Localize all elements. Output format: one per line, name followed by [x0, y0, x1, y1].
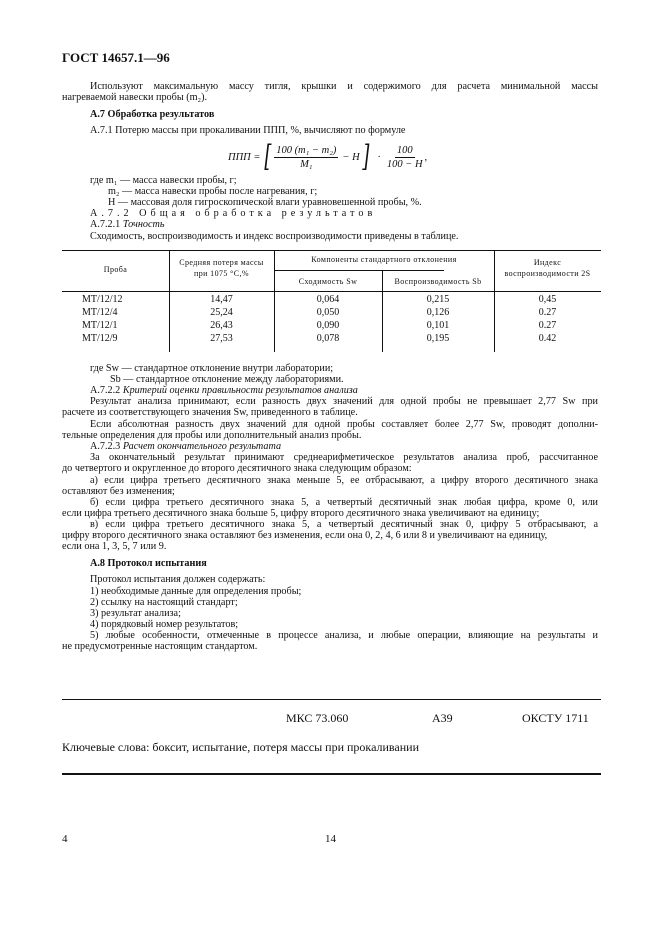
- formula-dot: ·: [377, 151, 381, 163]
- section-a723: [90, 441, 281, 453]
- section-a8-intro: Протокол испытания должен содержать:: [90, 574, 266, 585]
- p1-line-1: Результат анализа принимают, если разность двух значений для одной пробы не превышает 2,77 Sw при: [90, 396, 598, 407]
- intro-line-1: Используют максимальную массу тигля, крышки и содержимого для расчета минимальной массы: [90, 81, 598, 92]
- section-a721-text: Сходимость, воспроизводимость и индекс воспроизводимости приведены в таблице.: [90, 231, 459, 242]
- cell-loss: 14,47: [210, 294, 233, 305]
- cell-sw: 0,050: [316, 307, 340, 318]
- cell-sample: МТ/12/12: [82, 294, 123, 305]
- cell-index: 0,45: [538, 294, 557, 305]
- list-item: 1) необходимые данные для определения пробы;: [90, 586, 302, 597]
- rule-c-line-3: если она 1, 3, 5, 7 или 9.: [62, 541, 167, 552]
- list-item: 3) результат анализа;: [90, 608, 181, 619]
- formula-lhs: ППП =: [228, 151, 261, 163]
- cell-sb: 0,101: [426, 320, 450, 331]
- where-m1: где m₁ — масса навески пробы, г;: [90, 175, 237, 186]
- footer-top-rule: [62, 699, 601, 700]
- cell-sb: 0,215: [426, 294, 450, 305]
- formula-den-2: 100 − H: [386, 158, 423, 170]
- cell-sb: 0,126: [426, 307, 450, 318]
- cell-loss: 27,53: [210, 333, 233, 344]
- section-a723-title: Расчет окончательного результата: [122, 441, 282, 452]
- table-row: [62, 320, 601, 333]
- cell-sw: 0,078: [316, 333, 340, 344]
- section-a722-title: Критерий оценки правильности результатов анализа: [122, 385, 358, 396]
- footer-bottom-rule: [62, 773, 601, 775]
- section-a8-title: А.8 Протокол испытания: [90, 558, 207, 569]
- page-number-left: 4: [62, 833, 68, 845]
- results-table: [62, 250, 601, 352]
- section-a72-title: А.7.2 Общая обработка результатов: [90, 208, 377, 219]
- cell-index: 0.27: [538, 320, 557, 331]
- formula-fraction-1: [274, 145, 338, 170]
- section-a7-title: А.7 Обработка результатов: [90, 109, 215, 120]
- cell-sample: МТ/12/1: [82, 320, 118, 331]
- cell-loss: 25,24: [210, 307, 233, 318]
- th-index-1: Индекс: [533, 258, 562, 267]
- table-row: [62, 307, 601, 320]
- p1-line-2: расчете из соответствующего значения Sw, приведенного в таблице.: [62, 407, 358, 418]
- formula-comma: ,: [424, 151, 428, 163]
- section-a721-title: Точность: [122, 219, 165, 230]
- section-a721: [90, 219, 164, 231]
- rule-a-line-1: а) если цифра третьего десятичного знака меньше 5, ее отбрасывают, а цифру второго десятичного знака: [90, 475, 598, 486]
- p3-line-2: до четвертого и округленное до второго десятичного знака следующим образом:: [62, 463, 412, 474]
- keywords: Ключевые слова: боксит, испытание, потеря массы при прокаливании: [62, 740, 420, 754]
- list-item-5-continued: не предусмотренные настоящим стандартом.: [62, 641, 258, 652]
- rule-a-line-2: оставляют без изменения;: [62, 486, 175, 497]
- list-item: 5) любые особенности, отмеченные в процессе анализа, и любые операции, влияющие на результаты и: [90, 630, 598, 641]
- document-header: ГОСТ 14657.1—96: [62, 50, 170, 65]
- cell-sw: 0,064: [316, 294, 340, 305]
- section-a722-number: А.7.2.2: [90, 385, 121, 396]
- list-item: 2) ссылку на настоящий стандарт;: [90, 597, 238, 608]
- a39-code: А39: [432, 711, 453, 725]
- formula-ppp: [228, 140, 427, 174]
- intro-line-2: нагреваемой навески пробы (m₂).: [62, 92, 208, 103]
- section-a722: [90, 385, 358, 397]
- cell-sw: 0,090: [316, 320, 340, 331]
- cell-sample: МТ/12/4: [82, 307, 118, 318]
- formula-den-1: M₁: [300, 158, 313, 170]
- rule-b-line-2: если цифра третьего десятичного знака больше 5, цифру второго десятичного знака увеличивают на единицу;: [62, 508, 540, 519]
- cell-index: 0.27: [538, 307, 557, 318]
- table-row: [62, 294, 601, 307]
- th-avg-loss-2: при 1075 °С,%: [194, 269, 249, 278]
- th-index-2: воспроизводимости 2S: [504, 269, 591, 278]
- p2-line-1: Если абсолютная разность двух значений для одной пробы составляет более 2,77 Sw, проводят дополни-: [90, 419, 598, 430]
- formula-num-2: 100: [396, 144, 413, 156]
- where-sw: где Sw — стандартное отклонение внутри лаборатории;: [90, 363, 334, 374]
- cell-loss: 26,43: [210, 320, 233, 331]
- th-sample: Проба: [103, 265, 128, 274]
- section-a71-text: А.7.1 Потерю массы при прокаливании ППП, %, вычисляют по формуле: [90, 125, 406, 136]
- cell-sample: МТ/12/9: [82, 333, 118, 344]
- list-item: 4) порядковый номер результатов;: [90, 619, 239, 630]
- mks-code: МКС 73.060: [286, 711, 349, 725]
- p3-line-1: За окончательный результат принимают среднеарифметическое результатов анализа проб, рассчитанное: [90, 452, 598, 463]
- where-sb: Sb — стандартное отклонение между лабораториями.: [110, 374, 344, 385]
- okstu-code: ОКСТУ 1711: [522, 711, 589, 725]
- formula-bracket-left: [: [264, 139, 272, 174]
- where-h: H — массовая доля гигроскопической влаги уравновешенной пробы, %.: [108, 197, 422, 208]
- rule-c-line-2: цифру второго десятичного знака оставляют без изменения, если она 0, 2, 4, 6 или 8 и увеличивают на единицу,: [62, 530, 548, 541]
- formula-bracket-right: ]: [362, 139, 370, 174]
- th-sw: Сходимость Sw: [298, 277, 358, 286]
- th-components: Компоненты стандартного отклонения: [311, 255, 457, 264]
- th-avg-loss-1: Средняя потеря массы: [179, 258, 264, 267]
- section-a721-number: А.7.2.1: [90, 219, 121, 230]
- section-a723-number: А.7.2.3: [90, 441, 121, 452]
- formula-minus-h: − H: [342, 151, 360, 163]
- page-number-center: 14: [325, 833, 336, 845]
- table-body: [62, 294, 601, 346]
- cell-index: 0.42: [538, 333, 557, 344]
- p2-line-2: тельные определения для пробы или дополнительный анализ пробы.: [62, 430, 362, 441]
- formula-fraction-2: [387, 145, 423, 170]
- table-row: [62, 333, 601, 346]
- cell-sb: 0,195: [426, 333, 450, 344]
- rule-b-line-1: б) если цифра третьего десятичного знака 5, а четвертый десятичный знак любая цифра, кроме 0, или: [90, 497, 598, 508]
- where-m2: m₂ — масса навески пробы после нагревания, г;: [108, 186, 318, 197]
- th-sb: Воспроизводимость Sb: [394, 277, 482, 286]
- formula-num-1: 100 (m₁ − m₂): [276, 144, 337, 156]
- rule-c-line-1: в) если цифра третьего десятичного знака 5, а четвертый десятичный знак 0, цифру 5 отбрасывают, а: [90, 519, 598, 530]
